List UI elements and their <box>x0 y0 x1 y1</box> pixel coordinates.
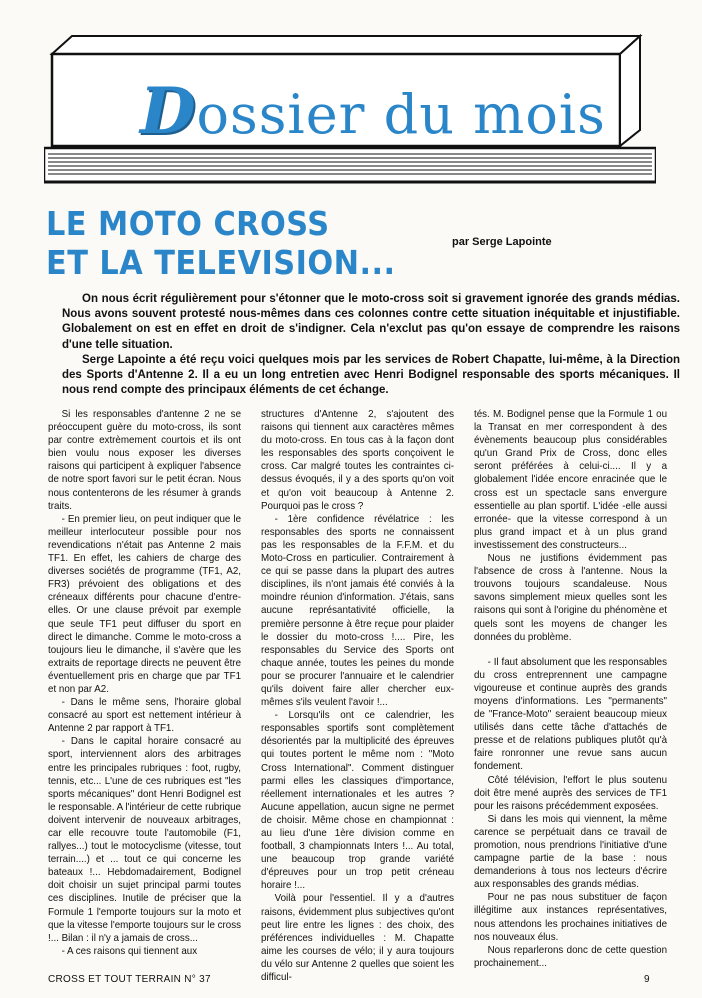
column-1 <box>48 408 241 970</box>
body-paragraph: structures d'Antenne 2, s'ajoutent des raisons qui tiennent aux caractères mêmes du moto-cross. En tous cas à la façon dont les responsables des sports conçoivent le cross. Car malgré toutes les contraintes ci-dessus évoqués, il y a des sports qu'on voit et qu'on voit beaucoup à Antenne 2. Pourquoi pas le cross ? <box>261 409 455 512</box>
body-paragraph: Nous reparlerons donc de cette question prochainement... <box>474 944 668 969</box>
author-byline: par Serge Lapointe <box>452 236 552 248</box>
body-paragraph: Nous ne justifions évidemment pas l'absence de cross à l'antenne. Nous la trouvons toujours scandaleuse. Nous savons simplement mieux quelles sont les raisons qui sont à l'origine du phénomène et quels sont les moyens de changer les données du problème. <box>474 553 668 643</box>
body-paragraph: Pour ne pas nous substituer de façon illégitime aux instances représentatives, nous attendons les prochaines initiatives de nos nouveaux élus. <box>474 892 668 943</box>
body-paragraph: Voilà pour l'essentiel. Il y a d'autres raisons, évidemment plus subjectives qu'ont peut lire entre les lignes : des choix, des préférences individuelles : M. Chapatte aime les courses de vélo; il y aura toujours du vélo sur Antenne 2 quelles que soient les difficul- <box>261 893 455 984</box>
body-paragraph: Si les responsables d'antenne 2 ne se préoccupent guère du moto-cross, ils sont par contre extrèmement courtois et ils ont bien voulu nous exposer les diverses raisons qui participent à expliquer l'absence de notre sport favori sur le petit écran. Nous nous contenterons de les résumer à grands traits. <box>48 409 242 512</box>
body-paragraph: - Dans le même sens, l'horaire global consacré au sport est nettement intérieur à Antenne 2 par rapport à TF1. <box>48 697 242 735</box>
body-paragraph: Côté télévision, l'effort le plus soutenu doit être mené auprès des services de TF1 pour les raisons précédemment exposées. <box>474 774 668 812</box>
body-paragraph: - A ces raisons qui tiennent aux <box>61 945 198 957</box>
section-title-text: ossier du mois <box>196 83 606 146</box>
headline-line-1: LE MOTO CROSS <box>46 204 330 243</box>
page-number: 9 <box>644 974 650 985</box>
intro-paragraph: On nous écrit régulièrement pour s'étonner que le moto-cross soit si gravement ignorée des grands médias. Nous avons souvent protesté nous-mêmes dans ces colonnes contre cette situation inéquitable et injustifiable. Globalement on est en effet en droit de s'indigner. Cela n'exclut pas qu'on essaye de comprendre les raisons d'une telle situation. <box>62 293 680 351</box>
article-headline <box>46 204 396 282</box>
body-paragraph: - En premier lieu, on peut indiquer que le meilleur interlocuteur possible pour nos revendications n'était pas Antenne 2 mais TF1. En effet, les cahiers de charge des diverses sociétés de programme (TF1, A2, FR3) prévoient des obligations et des créneaux différents pour chacune d'entre-elles. Or une clause prévoit par exemple que seule TF1 peut diffuser du sport en direct le dimanche. Comme le moto-cross a toujours lieu le dimanche, il s'avère que les extraits de reportage directs ne peuvent être éventuellement pris en charge que par TF1 et non par A2. <box>48 513 242 695</box>
column-3 <box>474 408 667 970</box>
header-banner <box>44 30 656 190</box>
headline-line-2: ET LA TELEVISION... <box>46 243 396 282</box>
body-paragraph: - Il faut absolument que les responsables du cross entreprennent une campagne vigoureuse et continue auprès des grands moyens d'informations. Les "permanents" de "France-Moto" seraient beaucoup mieux utilisés dans cette tâche d'attachés de presse et de relations publiques plutôt qu'à faire ronronner une revue sans aucun fondement. <box>474 656 668 773</box>
column-2 <box>261 408 455 984</box>
magazine-footer: CROSS ET TOUT TERRAIN N° 37 <box>48 974 211 985</box>
section-title <box>140 74 640 149</box>
body-paragraph: - Dans le capital horaire consacré au sport, interviennent alors des arbitrages entre les principales rubriques : foot, rugby, tennis, etc... L'une de ces rubriques est "les sports mécaniques" dont Henri Bodignel est le responsable. A l'intérieur de cette rubrique doivent intervenir de nouveaux arbitrages, car elle recouvre toute l'automobile (F1, rallyes...) tout le motocyclisme (vitesse, tout terrain....) et ... tout ce qui concerne les bateaux !... Hebdomadairement, Bodignel doit choisir un sujet principal parmi toutes ces disciplines. Inutile de préciser que la Formule 1 l'emporte toujours sur la moto et que la vitesse l'emporte toujours sur le cross !... Bilan : il n'y a jamais de cross... <box>48 736 242 944</box>
article-intro <box>62 292 680 398</box>
body-paragraph: Si dans les mois qui viennent, la même carence se perpétuait dans ce travail de promotion, nous prendrions l'initiative d'une campagne partie de la base : nous demanderions à tous nos lecteurs d'écrire aux responsables des grands médias. <box>474 813 668 891</box>
body-paragraph: - 1ère confidence révélatrice : les responsables des sports ne connaissent pas les responsables de la F.F.M. et du Moto-Cross en particulier. Contrairement à ce qui se passe dans la plupart des autres disciplines, ils n'ont jamais été conviés à la moindre réunion d'information. J'étais, sans aucune représantativité officielle, la première personne à être reçue pour plaider le dossier du moto-cross !.... Pire, les responsables du Service des Sports ont chaque année, toutes les peines du monde pour se procurer l'annuaire et le calendrier qu'ils doivent faire aller chercher eux-mêmes s'ils veulent l'avoir !... <box>261 513 455 709</box>
intro-paragraph: Serge Lapointe a été reçu voici quelques mois par les services de Robert Chapatte, lui-même, à la Direction des Sports d'Antenne 2. Il a eu un long entretien avec Henri Bodignel responsable des sports mécaniques. Il nous rend compte des principaux éléments de cet échange. <box>62 353 680 397</box>
decorative-initial: D <box>140 74 197 149</box>
body-paragraph: tés. M. Bodignel pense que la Formule 1 ou la Transat en mer correspondent à des évènements beaucoup plus considérables qu'un Grand Prix de Cross, donc elles seront préférées à celui-ci.... Il y a globalement l'idée encore enracinée que le cross est un spectacle sans envergure essentielle au plan sportif. L'idée -elle aussi erronée- que la vitesse correspond à un plus grand impact et à un plus grand investissement des constructeurs... <box>474 409 668 551</box>
body-paragraph: - Lorsqu'ils ont ce calendrier, les responsables sportifs sont complètement désorientés par la multiplicité des épreuves qui toutes portent le même nom : "Moto Cross International". Comment distinguer parmi elles les classiques d'importance, réellement internationales et les autres ? Aucune appellation, aucun signe ne permet de choisir. Même chose en championnat : au lieu d'une 1ère division comme en football, 3 championnats Inters !... Au total, une beaucoup trop grande variété d'épreuves pour un trop petit créneau horaire !... <box>261 710 455 892</box>
